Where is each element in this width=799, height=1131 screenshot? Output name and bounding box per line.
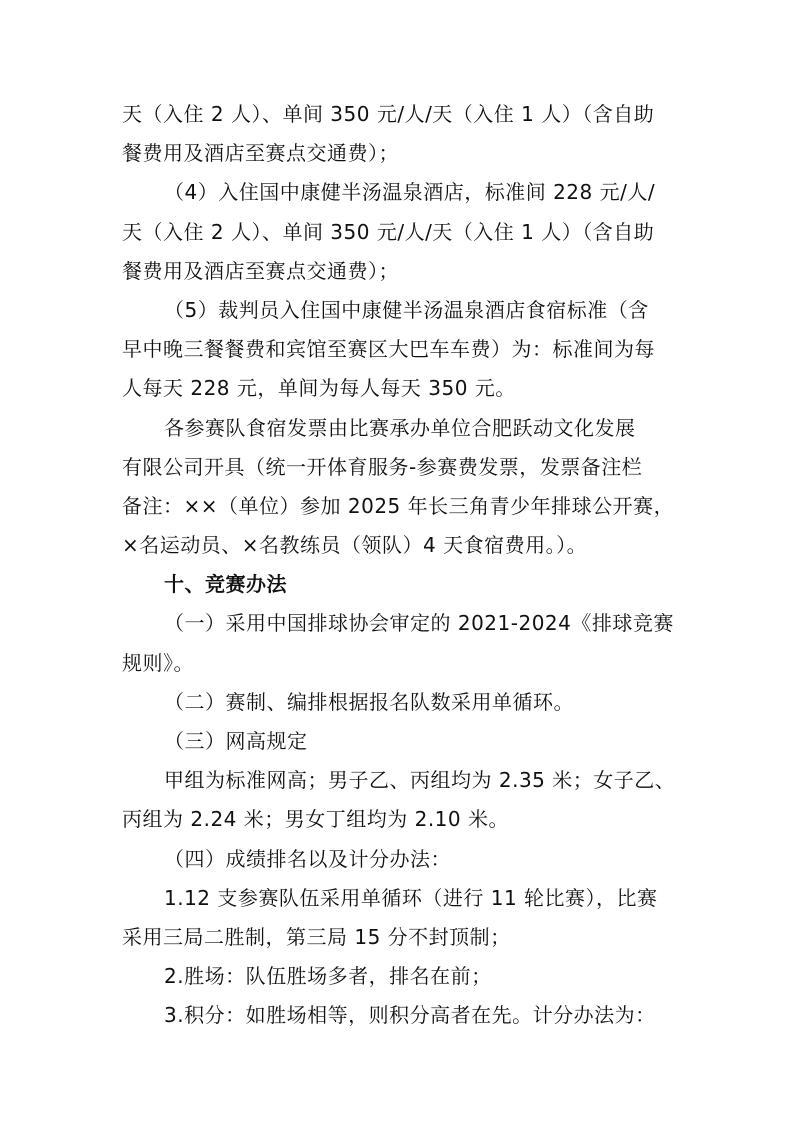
text-line: 备注：××（单位）参加 2025 年长三角青少年排球公开赛， bbox=[122, 493, 675, 518]
text-line: 早中晚三餐餐费和宾馆至赛区大巴车车费）为：标准间为每 bbox=[122, 337, 655, 362]
text-line: ×名运动员、×名教练员（领队）4 天食宿费用。）。 bbox=[122, 533, 588, 558]
text-line: 3.积分：如胜场相等，则积分高者在先。计分办法为： bbox=[164, 1003, 656, 1028]
text-line: 餐费用及酒店至赛点交通费）； bbox=[122, 258, 399, 283]
text-line: 人每天 228 元，单间为每人每天 350 元。 bbox=[122, 376, 516, 401]
text-line: 采用三局二胜制，第三局 15 分不封顶制； bbox=[122, 924, 511, 949]
text-line: 餐费用及酒店至赛点交通费）； bbox=[122, 141, 399, 166]
text-line: 2.胜场：队伍胜场多者，排名在前； bbox=[164, 964, 492, 989]
text-line: 规则》。 bbox=[122, 650, 194, 675]
text-line: 甲组为标准网高；男子乙、丙组均为 2.35 米；女子乙、 bbox=[164, 768, 676, 793]
text-line: （四）成绩排名以及计分办法： bbox=[164, 846, 451, 871]
text-line: （5）裁判员入住国中康健半汤温泉酒店食宿标准（含 bbox=[164, 297, 649, 322]
text-line: 有限公司开具（统一开体育服务-参赛费发票，发票备注栏 bbox=[122, 454, 643, 479]
text-line: 各参赛队食宿发票由比赛承办单位合肥跃动文化发展 bbox=[164, 415, 636, 440]
text-line: 丙组为 2.24 米；男女丁组均为 2.10 米。 bbox=[122, 807, 509, 832]
text-line: （三）网高规定 bbox=[164, 729, 308, 753]
text-line: 1.12 支参赛队伍采用单循环（进行 11 轮比赛），比赛 bbox=[164, 885, 658, 910]
text-line: 天（入住 2 人）、单间 350 元/人/天（入住 1 人）（含自助 bbox=[122, 219, 655, 244]
text-line: （一）采用中国排球协会审定的 2021-2024《排球竞赛 bbox=[164, 611, 674, 636]
section-heading: 十、竞赛办法 bbox=[164, 572, 287, 597]
text-line: （二）赛制、编排根据报名队数采用单循环。 bbox=[164, 689, 574, 714]
document-body bbox=[122, 95, 682, 1036]
text-line: （4）入住国中康健半汤温泉酒店，标准间 228 元/人/ bbox=[164, 180, 656, 205]
text-line: 天（入住 2 人）、单间 350 元/人/天（入住 1 人）（含自助 bbox=[122, 102, 655, 126]
